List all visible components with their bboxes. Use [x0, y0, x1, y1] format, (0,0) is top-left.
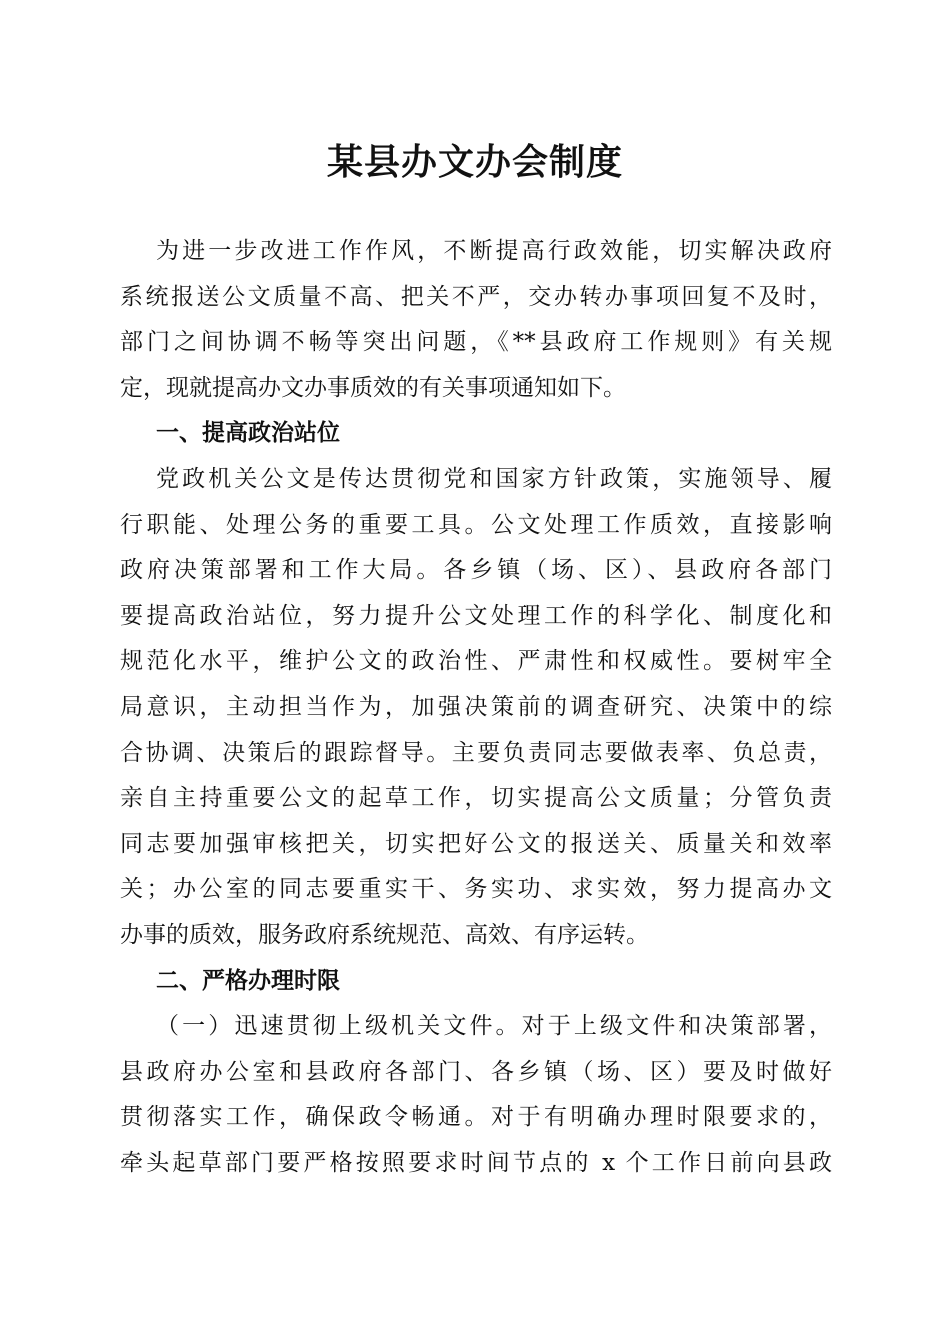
paragraph-line: 贯彻落实工作，确保政令畅通。对于有明确办理时限要求的， — [120, 1104, 832, 1131]
paragraph-line: 办事的质效，服务政府系统规范、高效、有序运转。 — [120, 921, 649, 948]
paragraph-line: 合协调、决策后的跟踪督导。主要负责同志要做表率、负总责， — [120, 739, 832, 766]
paragraph-line: 同志要加强审核把关，切实把好公文的报送关、质量关和效率 — [120, 830, 832, 857]
document-body — [120, 229, 832, 1186]
paragraph-line: 规范化水平，维护公文的政治性、严肃性和权威性。要树牢全 — [120, 648, 832, 675]
intro-line: 部门之间协调不畅等突出问题，《**县政府工作规则》有关规 — [120, 329, 832, 356]
paragraph-line: 党政机关公文是传达贯彻党和国家方针政策，实施领导、履 — [156, 465, 832, 492]
paragraph-line: 局意识，主动担当作为，加强决策前的调查研究、决策中的综 — [120, 693, 832, 720]
section-1-paragraph — [120, 457, 832, 959]
paragraph-line: 县政府办公室和县政府各部门、各乡镇（场、区）要及时做好 — [120, 1058, 832, 1085]
paragraph-line: 关；办公室的同志要重实干、务实功、求实效，努力提高办文 — [120, 876, 832, 903]
section-heading-1: 一、提高政治站位 — [156, 420, 340, 447]
document-title: 某县办文办会制度 — [326, 141, 623, 183]
intro-line: 系统报送公文质量不高、把关不严，交办转办事项回复不及时， — [120, 283, 832, 310]
paragraph-line: 要提高政治站位，努力提升公文处理工作的科学化、制度化和 — [120, 602, 832, 629]
paragraph-line: （一）迅速贯彻上级机关文件。对于上级文件和决策部署， — [156, 1013, 832, 1040]
section-heading-2: 二、严格办理时限 — [156, 967, 340, 994]
paragraph-line: 行职能、处理公务的重要工具。公文处理工作质效，直接影响 — [120, 511, 832, 538]
paragraph-line: 牵头起草部门要严格按照要求时间节点的 x 个工作日前向县政 — [120, 1149, 832, 1176]
paragraph-line: 亲自主持重要公文的起草工作，切实提高公文质量；分管负责 — [120, 785, 832, 812]
section-2-paragraph — [120, 1004, 832, 1186]
paragraph-line: 政府决策部署和工作大局。各乡镇（场、区）、县政府各部门 — [120, 557, 832, 584]
intro-line: 定，现就提高办文办事质效的有关事项通知如下。 — [120, 374, 626, 401]
intro-line: 为进一步改进工作作风，不断提高行政效能，切实解决政府 — [156, 238, 832, 264]
intro-paragraph — [120, 229, 832, 411]
